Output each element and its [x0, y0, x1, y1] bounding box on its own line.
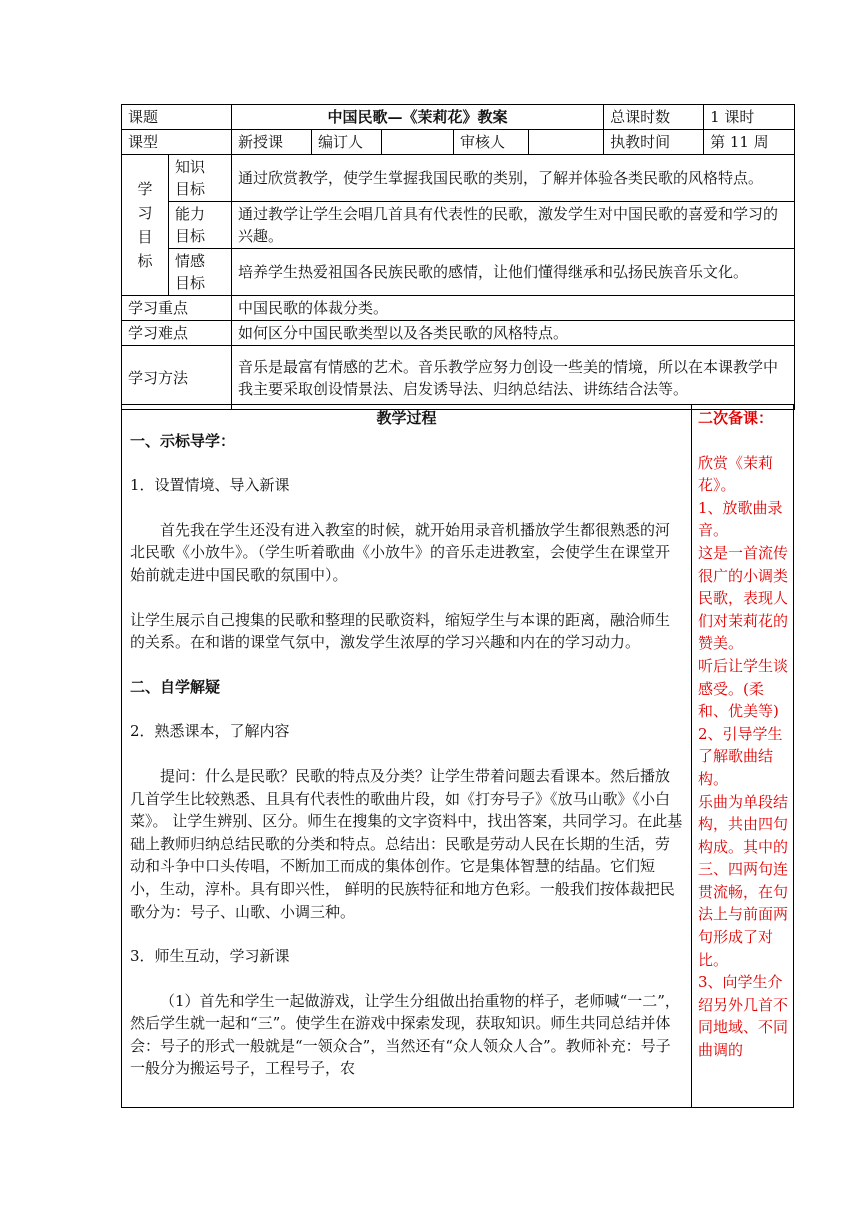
second-prep-notes: 欣赏《茉莉花》。 1、放歌曲录音。 这是一首流传很广的小调类民歌，表现人们对茉莉花的赞美。 听后让学生谈感受。(柔和、优美等) 2、引导学生了解歌曲结构。 乐曲为单段结构，共由四句构成。其中的三、四两句连贯流畅，在句法上与前面两句形成了对比。 3、向学生介绍另外几首不同地域、不同曲调的	[698, 453, 789, 1060]
objective-text-ability: 通过教学让学生会唱几首具有代表性的民歌，激发学生对中国民歌的喜爱和学习的兴趣。	[232, 202, 795, 249]
type-value: 新授课	[232, 130, 312, 155]
difficulties-label: 学习难点	[122, 321, 232, 346]
objective-text-emotion: 培养学生热爱祖国各民族民歌的感情，让他们懂得继承和弘扬民族音乐文化。	[232, 249, 795, 296]
objective-label-knowledge: 知识 目标	[169, 155, 232, 202]
subheading-1: 1．设置情境、导入新课	[130, 476, 290, 495]
process-title: 教学过程	[376, 409, 437, 427]
total-hours-value: 1 课时	[704, 105, 795, 130]
teaching-process-main	[122, 405, 692, 1107]
difficulties-text: 如何区分中国民歌类型以及各类民歌的风格特点。	[232, 321, 795, 346]
teaching-process-section	[121, 404, 794, 1108]
paragraph-game: （1）首先和学生一起做游戏，让学生分组做出抬重物的样子，老师喊“一二”，然后学生就一起和“三”。使学生在游戏中探索发现，获取知识。师生共同总结并体会：号子的形式一般就是“一领众合”，当然还有“众人领众人合”。教师补充：号子一般分为搬运号子，工程号子，农	[130, 991, 680, 1078]
subheading-3: 3．师生互动，学习新课	[130, 947, 290, 966]
key-points-text: 中国民歌的体裁分类。	[232, 296, 795, 321]
key-points-label: 学习重点	[122, 296, 232, 321]
label-editor: 编订人	[312, 130, 382, 155]
objectives-group-label: 学 习 目 标	[122, 155, 169, 296]
methods-label: 学习方法	[122, 346, 232, 410]
section-heading-2: 二、自学解疑	[130, 677, 221, 696]
section-heading-1: 一、示标导学：	[130, 431, 236, 450]
exec-time-value: 第 11 周	[704, 130, 795, 155]
lesson-title: 中国民歌—《茉莉花》教案	[232, 105, 604, 130]
paragraph-questions: 提问：什么是民歌？民歌的特点及分类？让学生带着问题去看课本。然后播放几首学生比较熟悉、且具有代表性的歌曲片段，如《打夯号子》《放马山歌》《小白菜》。 让学生辨别、区分。师生在搜集的文字资料中，找出答案，共同学习。在此基础上教师归纳总结民歌的分类和特点。总结出：民歌是劳动人民在长期的生活，劳动和斗争中口头传唱，不断加工而成的集体创作。它是集体智慧的结晶。它们短小，生动，淳朴。具有即兴性， 鲜明的民族特征和地方色彩。一般我们按体裁把民歌分为：号子、山歌、小调三种。	[130, 766, 683, 921]
label-reviewer: 审核人	[454, 130, 529, 155]
paragraph-intro: 首先我在学生还没有进入教室的时候，就开始用录音机播放学生都很熟悉的河北民歌《小放牛》。（学生听着歌曲《小放牛》的音乐走进教室，会使学生在课堂开始前就走进中国民歌的氛围中）。	[130, 520, 671, 584]
label-type: 课型	[122, 130, 232, 155]
reviewer-value	[529, 130, 604, 155]
second-prep-heading: 二次备课：	[698, 409, 774, 427]
second-prep-column	[692, 405, 793, 1107]
subheading-2: 2．熟悉课本，了解内容	[130, 722, 290, 741]
label-title: 课题	[122, 105, 232, 130]
objective-text-knowledge: 通过欣赏教学，使学生掌握我国民歌的类别，了解并体验各类民歌的风格特点。	[232, 155, 795, 202]
editor-value	[382, 130, 454, 155]
methods-text: 音乐是最富有情感的艺术。音乐教学应努力创设一些美的情境，所以在本课教学中我主要采取创设情景法、启发诱导法、归纳总结法、讲练结合法等。	[232, 346, 795, 410]
label-exec-time: 执教时间	[604, 130, 704, 155]
label-total-hours: 总课时数	[604, 105, 704, 130]
objective-label-emotion: 情感 目标	[169, 249, 232, 296]
lesson-info-table	[121, 104, 795, 410]
paragraph-show-materials: 让学生展示自己搜集的民歌和整理的民歌资料，缩短学生与本课的距离，融洽师生的关系。在和谐的课堂气氛中，激发学生浓厚的学习兴趣和内在的学习动力。	[130, 610, 671, 652]
objective-label-ability: 能力 目标	[169, 202, 232, 249]
